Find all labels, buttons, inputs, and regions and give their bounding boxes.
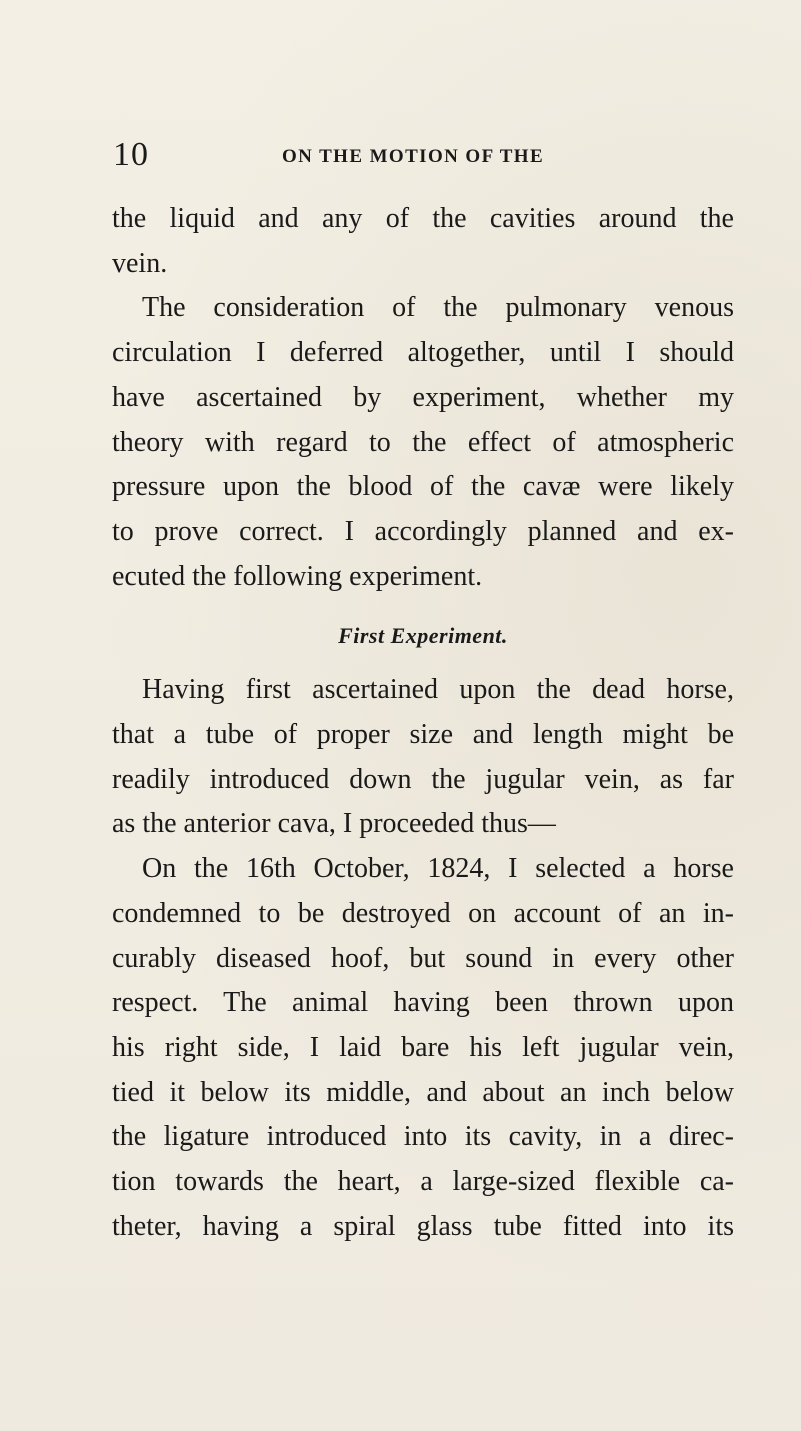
text-line: theory with regard to the effect of atmospheric xyxy=(112,426,734,458)
text-line: the ligature introduced into its cavity, in a direc- xyxy=(112,1121,734,1153)
text-line: Having first ascertained upon the dead horse, xyxy=(142,674,734,706)
section-heading: First Experiment. xyxy=(338,623,508,649)
text-line: the liquid and any of the cavities around the xyxy=(112,203,734,234)
body-text xyxy=(112,197,734,1249)
running-title: ON THE MOTION OF THE xyxy=(282,146,545,167)
text-line: condemned to be destroyed on account of an in- xyxy=(112,897,734,929)
text-line: pressure upon the blood of the cavæ were likely xyxy=(112,471,734,503)
text-line: his right side, I laid bare his left jugular vein, xyxy=(112,1031,734,1063)
text-line: On the 16th October, 1824, I selected a horse xyxy=(142,853,734,885)
page-number: 10 xyxy=(113,136,149,173)
text-line: tion towards the heart, a large-sized flexible ca- xyxy=(112,1166,734,1198)
paragraph-3 xyxy=(112,668,734,847)
paragraph-4 xyxy=(112,847,734,1249)
text-line: vein. xyxy=(112,247,168,279)
text-line: circulation I deferred altogether, until I should xyxy=(112,337,734,369)
text-line: have ascertained by experiment, whether my xyxy=(112,381,734,413)
text-line: curably diseased hoof, but sound in every other xyxy=(112,942,734,974)
text-line: ecuted the following experiment. xyxy=(112,560,483,592)
paragraph-2 xyxy=(112,286,734,599)
text-line: that a tube of proper size and length might be xyxy=(112,719,734,751)
text-line: respect. The animal having been thrown upon xyxy=(112,987,734,1019)
text-line: as the anterior cava, I proceeded thus— xyxy=(112,808,556,840)
running-head xyxy=(113,138,733,178)
text-line: tied it below its middle, and about an inch below xyxy=(112,1076,734,1108)
text-line: theter, having a spiral glass tube fitted into its xyxy=(112,1210,734,1242)
paragraph-1 xyxy=(112,197,734,286)
text-line: to prove correct. I accordingly planned and ex- xyxy=(112,515,734,547)
text-line: The consideration of the pulmonary venous xyxy=(142,292,734,324)
text-line: readily introduced down the jugular vein, as far xyxy=(112,763,734,795)
